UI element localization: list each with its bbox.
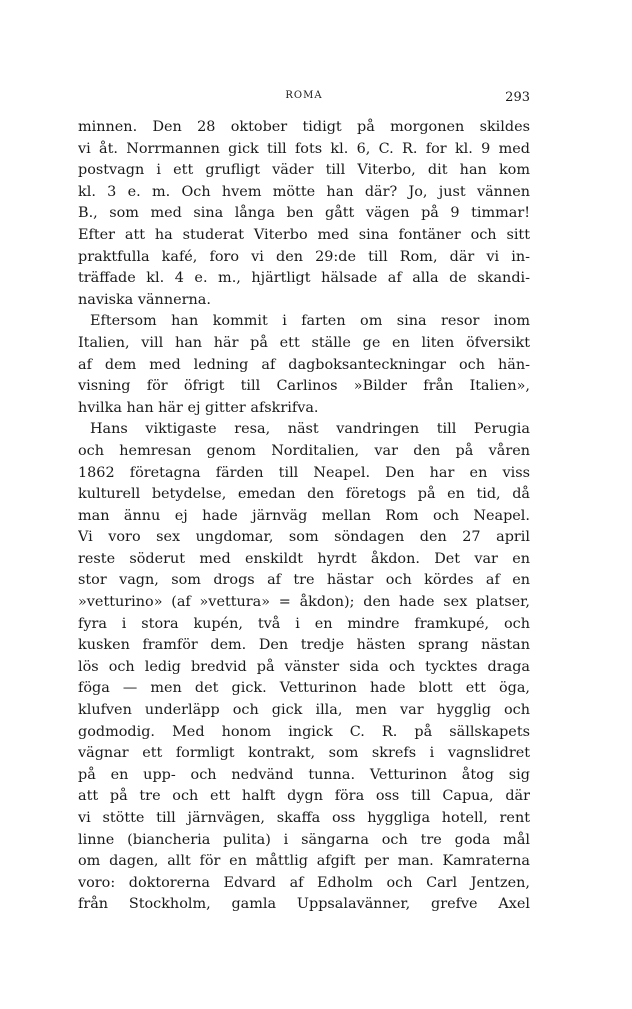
page-number: 293 [505,90,530,105]
page-header [78,90,530,110]
text-line: vi stötte till järnvägen, skaffa oss hyggliga hotell, rent [78,810,530,826]
text-line: postvagn i ett grufligt väder till Viterbo, dit han kom [78,162,530,179]
text-line: Vi voro sex ungdomar, som söndagen den 27 april [78,529,530,546]
text-line: om dagen, allt för en måttlig afgift per man. Kamraterna [78,853,530,870]
text-line: naviska vännerna. [78,291,211,308]
text-line: »vetturino» (af »vettura» = åkdon); den hade sex platser, [78,594,530,611]
text-line: visning för öfrigt till Carlinos »Bilder från Italien», [78,378,530,395]
text-line: vi åt. Norrmannen gick till fots kl. 6, C. R. for kl. 9 med [78,140,530,157]
text-line: kl. 3 e. m. Och hvem mötte han där? Jo, just vännen [78,183,530,200]
text-line: hvilka han här ej gitter afskrifva. [78,399,319,416]
running-head: ROMA [285,90,323,101]
text-line: af dem med ledning af dagboksanteckningar och hän- [78,356,530,373]
text-line: på en upp- och nedvänd tunna. Vetturinon åtog sig [78,766,530,783]
text-line: godmodig. Med honom ingick C. R. på sällskapets [78,723,530,740]
text-line: minnen. Den 28 oktober tidigt på morgonen skildes [78,119,530,135]
text-line: praktfulla kafé, foro vi den 29:de till Rom, där vi in- [78,248,530,265]
text-line: stor vagn, som drogs af tre hästar och kördes af en [78,572,530,589]
text-line: kusken framför dem. Den tredje hästen sprang nästan [78,637,530,654]
text-line: man ännu ej hade järnväg mellan Rom och Neapel. [78,507,530,524]
text-line: Hans viktigaste resa, näst vandringen till Perugia [90,421,530,438]
text-line: klufven underläpp och gick illa, men var hygglig och [78,702,530,719]
text-line: reste söderut med enskildt hyrdt åkdon. Det var en [78,550,530,567]
text-line: att på tre och ett halft dygn föra oss till Capua, där [78,788,530,805]
text-line: fyra i stora kupén, två i en mindre framkupé, och [78,615,530,632]
text-line: vägnar ett formligt kontrakt, som skrefs i vagnslidret [78,745,530,762]
body-text [78,117,530,916]
text-line: lös och ledig bredvid på vänster sida och tycktes draga [78,658,530,675]
text-line: från Stockholm, gamla Uppsalavänner, grefve Axel [78,896,530,913]
text-line: voro: doktorerna Edvard af Edholm och Carl Jentzen, [78,874,530,891]
text-line: B., som med sina långa ben gått vägen på 9 timmar! [78,205,530,222]
text-line: kulturell betydelse, emedan den företogs på en tid, då [78,486,530,503]
text-line: föga — men det gick. Vetturinon hade blott ett öga, [78,680,530,697]
text-line: Efter att ha studerat Viterbo med sina fontäner och sitt [78,226,530,243]
text-line: Eftersom han kommit i farten om sina resor inom [90,313,530,330]
text-line: Italien, vill han här på ett ställe ge en liten öfversikt [78,334,530,351]
text-line: och hemresan genom Norditalien, var den på våren [78,442,530,459]
text-line: 1862 företagna färden till Neapel. Den har en viss [78,464,530,481]
text-line: linne (biancheria pulita) i sängarna och tre goda mål [78,831,530,848]
text-line: träffade kl. 4 e. m., hjärtligt hälsade af alla de skandi- [78,270,530,287]
